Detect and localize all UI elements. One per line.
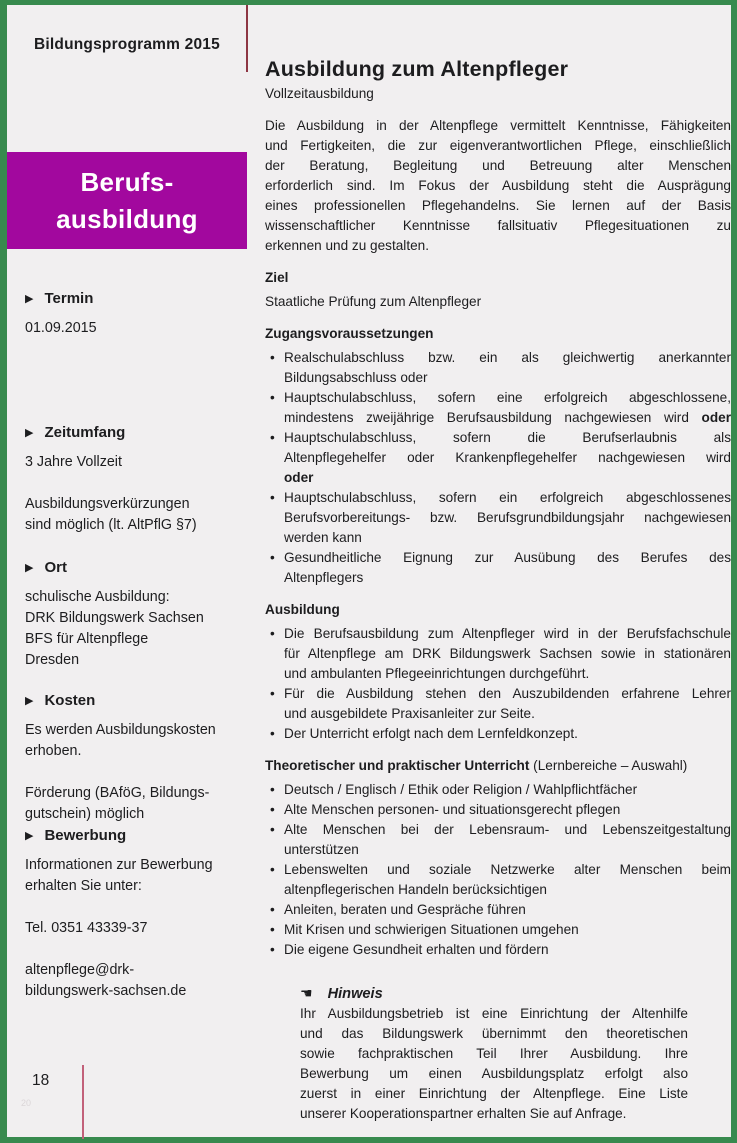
sidebar-section-line: Informationen zur Bewerbung bbox=[25, 857, 213, 873]
bullet-text bbox=[284, 428, 731, 488]
intro-line: der Beratung, Begleitung und Betreuung alter Menschen bbox=[265, 158, 731, 173]
bullet-list bbox=[265, 624, 731, 744]
section-heading-text: Zugangsvoraussetzungen bbox=[265, 326, 434, 341]
bullet-line: Altenpflegers bbox=[284, 570, 364, 585]
bullet-line: Berufsvorbereitungs- bzw. Berufsgrundbildungsjahr nachgewiesen bbox=[284, 510, 731, 525]
bullet-icon: • bbox=[270, 902, 275, 917]
bullet-text bbox=[284, 820, 731, 860]
bullet-line: Mit Krisen und schwierigen Situationen umgehen bbox=[284, 922, 579, 937]
bullet-text bbox=[284, 780, 731, 800]
sidebar-section-kosten bbox=[25, 690, 233, 825]
intro-line: Die Ausbildung in der Altenpflege vermittelt Kenntnisse, Fähigkeiten bbox=[265, 118, 731, 133]
sidebar-section-line: altenpflege@drk- bbox=[25, 962, 135, 978]
sidebar-section-line: sind möglich (lt. AltPflG §7) bbox=[25, 517, 197, 533]
content-sections bbox=[265, 268, 731, 960]
bullet-icon: • bbox=[270, 782, 275, 797]
bullet-item bbox=[265, 860, 731, 900]
note-line: sowie fachpraktischen Teil Ihrer Ausbildung. Ihre bbox=[300, 1046, 688, 1061]
sidebar-section-line: Dresden bbox=[25, 652, 80, 668]
content-section bbox=[265, 756, 731, 960]
bullet-item bbox=[265, 624, 731, 684]
bullet-item bbox=[265, 428, 731, 488]
bullet-icon: • bbox=[270, 922, 275, 937]
content-section bbox=[265, 324, 731, 588]
sidebar-section-line: BFS für Altenpflege bbox=[25, 631, 149, 647]
sidebar-section-body bbox=[25, 587, 233, 671]
bullet-line: Realschulabschluss bzw. ein als gleichwertig anerkannter bbox=[284, 350, 731, 365]
intro-line: und Fertigkeiten, die zur eigenverantwortlichen Pflege, einschließlich bbox=[265, 138, 731, 153]
intro-line: wissenschaftlicher Kenntnisse fallsituativ Pflegesituationen zu bbox=[265, 218, 731, 233]
sidebar-section-zeitumfang bbox=[25, 422, 233, 536]
section-heading bbox=[265, 756, 731, 776]
sidebar-section-line: erhalten Sie unter: bbox=[25, 878, 142, 894]
sidebar-section-line: schulische Ausbildung: bbox=[25, 589, 170, 605]
bullet-line: unterstützen bbox=[284, 842, 359, 857]
sidebar-section-body bbox=[25, 720, 233, 825]
note-text bbox=[300, 1004, 688, 1124]
intro-line: erkennen und zu gestalten. bbox=[265, 238, 430, 253]
bullet-icon: • bbox=[270, 686, 275, 701]
bullet-text bbox=[284, 348, 731, 388]
sidebar-section-label: Kosten bbox=[44, 692, 96, 709]
sidebar-section-line: bildungswerk-sachsen.de bbox=[25, 983, 187, 999]
section-heading-text: Theoretischer und praktischer Unterricht bbox=[265, 758, 530, 773]
bullet-icon: • bbox=[270, 726, 275, 741]
content-section bbox=[265, 268, 731, 312]
section-paragraph-line: Staatliche Prüfung zum Altenpfleger bbox=[265, 294, 482, 309]
sidebar-section-line bbox=[25, 897, 233, 918]
section-heading-text: Ausbildung bbox=[265, 602, 340, 617]
note-line: Bewerbung um einen Ausbildungsplatz erfolgt also bbox=[300, 1066, 688, 1081]
bullet-line: oder bbox=[284, 470, 314, 485]
triangle-marker-icon: ▶ bbox=[25, 561, 34, 574]
bullet-line: Bildungsabschluss oder bbox=[284, 370, 428, 385]
sidebar-section-line: Ausbildungsverkürzungen bbox=[25, 496, 190, 512]
triangle-marker-icon: ▶ bbox=[25, 829, 34, 842]
bullet-text bbox=[284, 624, 731, 684]
bullet-line: Hauptschulabschluss, sofern ein erfolgreich abgeschlossenes bbox=[284, 490, 731, 505]
bullet-item bbox=[265, 940, 731, 960]
page-title: Ausbildung zum Altenpfleger bbox=[265, 57, 569, 81]
sidebar bbox=[7, 5, 247, 1137]
bullet-line: Hauptschulabschluss, sofern die Berufserlaubnis als bbox=[284, 430, 731, 445]
bullet-line: Gesundheitliche Eignung zur Ausübung des Berufes des bbox=[284, 550, 731, 565]
bullet-text bbox=[284, 940, 731, 960]
category-line: Berufs- bbox=[80, 167, 174, 197]
bullet-item bbox=[265, 348, 731, 388]
bullet-line: Altenpflegehelfer oder Krankenpflegehelfer nachgewiesen wird bbox=[284, 450, 731, 465]
bullet-icon: • bbox=[270, 822, 275, 837]
note-line: unserer Kooperationspartner erhalten Sie auf Anfrage. bbox=[300, 1106, 627, 1121]
note-line: zuerst in einer Einrichtung der Altenpflege. Eine Liste bbox=[300, 1086, 688, 1101]
bullet-item bbox=[265, 488, 731, 548]
category-line: ausbildung bbox=[56, 204, 198, 234]
sidebar-section-line: 01.09.2015 bbox=[25, 320, 97, 336]
crop-mark-bottom bbox=[82, 1065, 84, 1139]
bullet-icon: • bbox=[270, 802, 275, 817]
sidebar-section-line bbox=[25, 939, 233, 960]
bullet-item bbox=[265, 684, 731, 724]
bullet-item bbox=[265, 820, 731, 860]
sidebar-section-header bbox=[25, 690, 233, 712]
section-heading bbox=[265, 324, 731, 344]
sidebar-section-label: Zeitumfang bbox=[44, 424, 126, 441]
subtitle: Vollzeitausbildung bbox=[265, 86, 374, 101]
bullet-text bbox=[284, 684, 731, 724]
sidebar-section-header bbox=[25, 288, 233, 310]
bullet-text bbox=[284, 548, 731, 588]
bullet-text bbox=[284, 900, 731, 920]
bullet-item bbox=[265, 900, 731, 920]
bullet-line: für Altenpflege am DRK Bildungswerk Sachsen sowie in stationären bbox=[284, 646, 731, 661]
bullet-list bbox=[265, 348, 731, 588]
bullet-item bbox=[265, 780, 731, 800]
bullet-icon: • bbox=[270, 942, 275, 957]
section-heading-text: Ziel bbox=[265, 270, 289, 285]
section-heading-suffix: (Lernbereiche – Auswahl) bbox=[529, 758, 688, 773]
content-section bbox=[265, 600, 731, 744]
intro-paragraph bbox=[265, 116, 731, 256]
sidebar-section-line: erhoben. bbox=[25, 743, 82, 759]
sidebar-section-line: Förderung (BAföG, Bildungs- bbox=[25, 785, 210, 801]
crop-mark-top bbox=[246, 5, 248, 72]
sidebar-section-termin bbox=[25, 288, 233, 339]
pointing-hand-icon: ☚ bbox=[300, 986, 313, 1002]
bullet-line: mindestens zweijährige Berufsausbildung nachgewiesen wird oder bbox=[284, 410, 731, 425]
bullet-line: altenpflegerischen Handeln berücksichtigen bbox=[284, 882, 547, 897]
bullet-line: Die eigene Gesundheit erhalten und fördern bbox=[284, 942, 549, 957]
bullet-list bbox=[265, 780, 731, 960]
bullet-item bbox=[265, 724, 731, 744]
triangle-marker-icon: ▶ bbox=[25, 292, 34, 305]
section-heading bbox=[265, 600, 731, 620]
bullet-line: werden kann bbox=[284, 530, 362, 545]
bullet-icon: • bbox=[270, 550, 275, 565]
sidebar-section-body bbox=[25, 452, 233, 536]
bullet-icon: • bbox=[270, 430, 275, 445]
bullet-item bbox=[265, 800, 731, 820]
sidebar-section-line: Es werden Ausbildungskosten bbox=[25, 722, 216, 738]
bullet-text bbox=[284, 488, 731, 548]
bullet-icon: • bbox=[270, 350, 275, 365]
bullet-line: Der Unterricht erfolgt nach dem Lernfeldkonzept. bbox=[284, 726, 578, 741]
bullet-line: Für die Ausbildung stehen den Auszubildenden erfahrene Lehrer bbox=[284, 686, 731, 701]
sidebar-section-ort bbox=[25, 557, 233, 671]
category-banner bbox=[7, 152, 247, 249]
section-heading bbox=[265, 268, 731, 288]
bullet-line: und ausgebildete Praxisanleiter zur Seite. bbox=[284, 706, 535, 721]
bullet-item bbox=[265, 920, 731, 940]
note-block bbox=[300, 984, 688, 1124]
bullet-line: Hauptschulabschluss, sofern eine erfolgreich abgeschlossene, bbox=[284, 390, 731, 405]
bullet-line: Alte Menschen personen- und situationsgerecht pflegen bbox=[284, 802, 621, 817]
sidebar-section-line: 3 Jahre Vollzeit bbox=[25, 454, 122, 470]
bullet-line: Alte Menschen bei der Lebensraum- und Lebenszeitgestaltung bbox=[284, 822, 731, 837]
sidebar-section-header bbox=[25, 557, 233, 579]
program-title: Bildungsprogramm 2015 bbox=[34, 36, 220, 53]
sidebar-section-label: Bewerbung bbox=[44, 827, 127, 844]
bullet-icon: • bbox=[270, 390, 275, 405]
bullet-icon: • bbox=[270, 626, 275, 641]
bullet-line: Die Berufsausbildung zum Altenpfleger wird in der Berufsfachschule bbox=[284, 626, 731, 641]
bullet-text bbox=[284, 920, 731, 940]
bullet-icon: • bbox=[270, 490, 275, 505]
sidebar-section-bewerbung bbox=[25, 825, 233, 1002]
bullet-text bbox=[284, 800, 731, 820]
note-header bbox=[300, 984, 688, 1004]
intro-line: eines professionellen Pflegehandelns. Sie lernen auf der Basis bbox=[265, 198, 731, 213]
bullet-item bbox=[265, 548, 731, 588]
sidebar-section-body bbox=[25, 855, 233, 1002]
sidebar-section-header bbox=[25, 825, 233, 847]
bullet-line: und ambulanten Pflegeeinrichtungen durchgeführt. bbox=[284, 666, 590, 681]
sidebar-section-line: gutschein) möglich bbox=[25, 806, 145, 822]
bullet-line: Lebenswelten und soziale Netzwerke alter Menschen beim bbox=[284, 862, 731, 877]
bullet-text bbox=[284, 860, 731, 900]
bullet-line: Deutsch / Englisch / Ethik oder Religion / Wahlpflichtfächer bbox=[284, 782, 638, 797]
triangle-marker-icon: ▶ bbox=[25, 694, 34, 707]
page-number: 18 bbox=[32, 1072, 50, 1089]
sidebar-section-line bbox=[25, 762, 233, 783]
bullet-text bbox=[284, 724, 731, 744]
sidebar-section-body bbox=[25, 318, 233, 339]
note-line: Ihr Ausbildungsbetrieb ist eine Einrichtung der Altenhilfe bbox=[300, 1006, 688, 1021]
sidebar-section-label: Ort bbox=[44, 559, 67, 576]
bullet-icon: • bbox=[270, 862, 275, 877]
page-number-ghost: 20 bbox=[21, 1098, 32, 1108]
sidebar-section-header bbox=[25, 422, 233, 444]
note-label: Hinweis bbox=[327, 986, 383, 1002]
note-line: und das Bildungswerk übernimmt den theoretischen bbox=[300, 1026, 688, 1041]
bullet-item bbox=[265, 388, 731, 428]
sidebar-section-label: Termin bbox=[44, 290, 94, 307]
triangle-marker-icon: ▶ bbox=[25, 426, 34, 439]
main-content bbox=[265, 57, 731, 1124]
sidebar-section-line: DRK Bildungswerk Sachsen bbox=[25, 610, 204, 626]
bullet-line: Anleiten, beraten und Gespräche führen bbox=[284, 902, 526, 917]
intro-line: erforderlich sind. Im Fokus der Ausbildung steht die Ausprägung bbox=[265, 178, 731, 193]
sidebar-section-line: Tel. 0351 43339-37 bbox=[25, 920, 148, 936]
sidebar-section-line bbox=[25, 473, 233, 494]
bullet-text bbox=[284, 388, 731, 428]
